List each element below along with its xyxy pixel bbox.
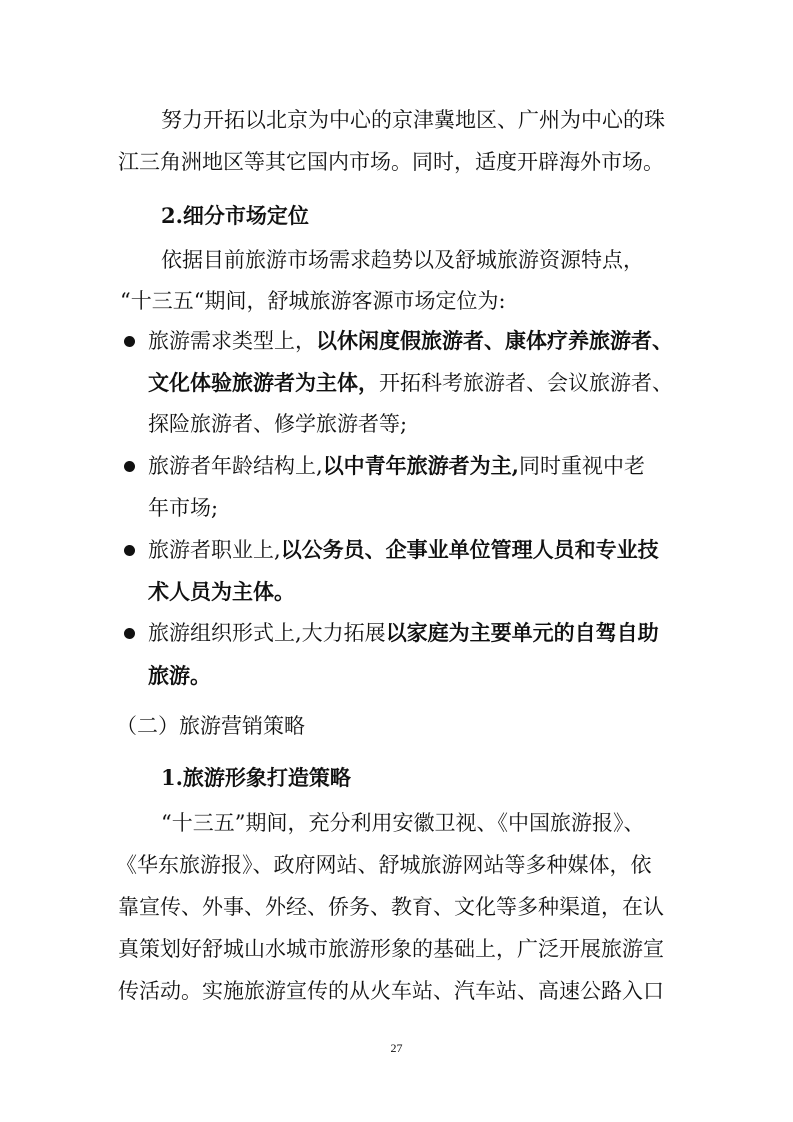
- paragraph-line: [0, 106, 793, 134]
- bullet-line: [0, 536, 793, 564]
- heading-text: 1.旅游形象打造策略: [161, 765, 351, 790]
- subsection-heading: [0, 764, 793, 792]
- normal-text: 探险旅游者、修学旅游者等;: [148, 412, 408, 436]
- intro-line: [0, 246, 793, 274]
- normal-text: 旅游者年龄结构上,: [148, 454, 323, 478]
- page-number: 27: [390, 1041, 403, 1055]
- bullet-line: [0, 494, 793, 522]
- text: “十三五”期间，充分利用安徽卫视、《中国旅游报》、: [161, 811, 645, 835]
- text: 靠宣传、外事、外经、侨务、教育、文化等多种渠道，在认: [118, 895, 664, 919]
- bold-text: 以休闲度假旅游者、康体疗养旅游者、: [316, 328, 673, 353]
- bold-text: 以公务员、企事业单位管理人员和专业技: [280, 537, 659, 562]
- bold-text: 术人员为主体。: [148, 579, 295, 604]
- paragraph-line: [0, 851, 793, 879]
- bold-text: 以中青年旅游者为主,: [322, 453, 519, 478]
- bullet-line: [0, 662, 793, 690]
- paragraph-line: [0, 809, 793, 837]
- text: 努力开拓以北京为中心的京津冀地区、广州为中心的珠: [161, 108, 665, 132]
- normal-text: 旅游组织形式上,大力拓展: [148, 621, 386, 645]
- heading-text: 2.细分市场定位: [161, 203, 309, 228]
- section-2-heading: [0, 202, 793, 230]
- bold-text: 以家庭为主要单元的自驾自助: [385, 620, 659, 645]
- text: 依据目前旅游市场需求趋势以及舒城旅游资源特点，: [161, 248, 644, 272]
- bullet-line: [0, 452, 793, 480]
- text: 江三角洲地区等其它国内市场。同时，适度开辟海外市场。: [118, 150, 664, 174]
- bullet-line: [0, 327, 793, 355]
- normal-text: 开拓科考旅游者、会议旅游者、: [379, 371, 673, 395]
- bold-text: 文化体验旅游者为主体，: [148, 370, 379, 395]
- text: “十三五“期间，舒城旅游客源市场定位为:: [120, 289, 506, 313]
- heading-text: （二）旅游营销策略: [116, 714, 305, 738]
- bullet-line: [0, 369, 793, 397]
- bullet-line: [0, 410, 793, 438]
- normal-text: 年市场;: [148, 496, 219, 520]
- bold-text: 旅游。: [148, 663, 211, 688]
- text: 传活动。实施旅游宣传的从火车站、汽车站、高速公路入口: [118, 979, 664, 1003]
- normal-text: 同时重视中老: [519, 454, 645, 478]
- bullet-line: [0, 578, 793, 606]
- normal-text: 旅游者职业上,: [148, 538, 281, 562]
- intro-line: [0, 287, 793, 315]
- paragraph-line: [0, 893, 793, 921]
- section-heading: [0, 712, 793, 740]
- normal-text: 旅游需求类型上，: [148, 329, 316, 353]
- paragraph-line: [0, 935, 793, 963]
- paragraph-line: [0, 977, 793, 1005]
- bullet-line: [0, 619, 793, 647]
- paragraph-line: [0, 148, 793, 176]
- text: 真策划好舒城山水城市旅游形象的基础上，广泛开展旅游宣: [118, 937, 664, 961]
- text: 《华东旅游报》、政府网站、舒城旅游网站等多种媒体，依: [116, 853, 652, 877]
